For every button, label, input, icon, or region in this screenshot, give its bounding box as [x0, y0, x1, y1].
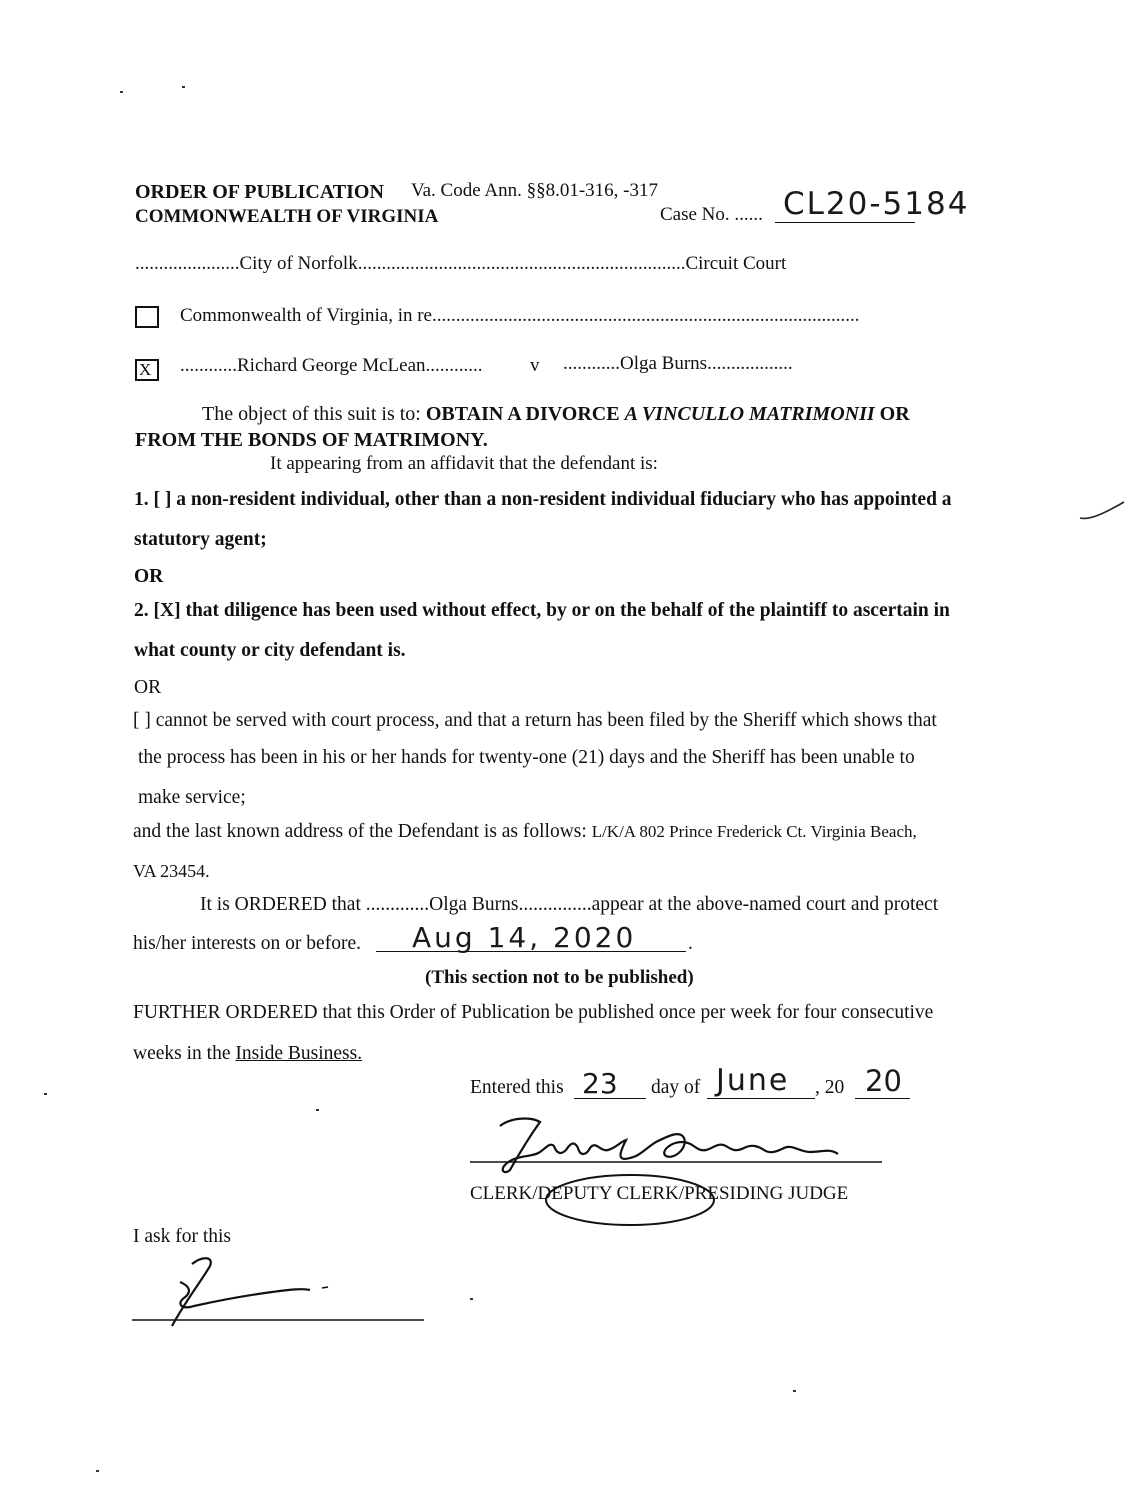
scan-speck — [793, 1390, 796, 1392]
ground-1-line2: statutory agent; — [134, 529, 267, 550]
commonwealth-checkbox[interactable] — [135, 306, 159, 328]
object-bonds-line: FROM THE BONDS OF MATRIMONY. — [135, 429, 488, 451]
defendant-name: ............Olga Burns.................. — [563, 353, 793, 374]
object-or: OR — [879, 403, 910, 425]
case-number-label: Case No. ...... — [660, 204, 763, 225]
ground-3-line1: [ ] cannot be served with court process, and that a return has been filed by the Sheriff which shows that — [133, 710, 937, 731]
address-lead: and the last known address of the Defendant is as follows: — [133, 821, 587, 842]
commonwealth-heading: COMMONWEALTH OF VIRGINIA — [135, 206, 439, 227]
margin-pen-mark — [1078, 498, 1128, 526]
scan-speck — [182, 86, 185, 88]
entered-month: June — [716, 1063, 790, 1098]
object-lead: The object of this suit is to: — [202, 403, 421, 425]
entered-year-underline — [855, 1098, 910, 1099]
case-number-underline — [775, 222, 915, 223]
deadline-underline — [376, 951, 686, 952]
object-bold-divorce: OBTAIN A DIVORCE — [425, 403, 620, 425]
address-line2: VA 23454. — [133, 861, 210, 881]
further-ordered-line2 — [133, 1043, 362, 1065]
ground-2-line1: 2. [X] that diligence has been used without effect, by or on the behalf of the plaintiff to ascertain in — [134, 600, 950, 621]
further-ordered-line1: FURTHER ORDERED that this Order of Publication be published once per week for four consecutive — [133, 1002, 934, 1023]
entered-year: 20 — [865, 1064, 902, 1098]
entered-year-prefix: , 20 — [815, 1077, 845, 1098]
order-line2-lead: his/her interests on or before. — [133, 933, 361, 954]
object-italic-latin: A VINCULLO MATRIMONII — [624, 403, 875, 425]
court-line: ......................City of Norfolk.....................................................................Circuit Court — [135, 253, 787, 274]
order-line1: It is ORDERED that .............Olga Burns...............appear at the above-named court and protect — [200, 894, 939, 915]
clerk-signature — [470, 1112, 890, 1176]
entered-day-underline — [574, 1098, 646, 1099]
requester-signature — [132, 1250, 432, 1334]
deadline-date: Aug 14, 2020 — [412, 921, 637, 954]
scan-speck — [316, 1109, 319, 1111]
scan-speck — [96, 1470, 99, 1472]
code-reference: Va. Code Ann. §§8.01-316, -317 — [411, 180, 658, 201]
address-line — [133, 821, 917, 843]
or-separator-2: OR — [134, 677, 162, 698]
address-value: L/K/A 802 Prince Frederick Ct. Virginia Beach, — [591, 822, 917, 841]
deputy-clerk-circle — [540, 1170, 720, 1232]
versus-label: v — [530, 355, 540, 376]
document-title: ORDER OF PUBLICATION — [135, 181, 384, 203]
entered-day-of: day of — [651, 1077, 701, 1098]
plaintiff-name: ............Richard George McLean............ — [180, 355, 483, 376]
entered-day: 23 — [582, 1067, 618, 1100]
parties-checkbox[interactable] — [135, 359, 159, 381]
object-line — [202, 403, 910, 426]
ground-3-line3: make service; — [138, 787, 246, 808]
commonwealth-option-text: Commonwealth of Virginia, in re.......................................................................................... — [180, 305, 860, 326]
ground-2-line2: what county or city defendant is. — [134, 640, 406, 661]
checkbox-x-mark: X — [139, 360, 152, 379]
request-label: I ask for this — [133, 1226, 232, 1247]
ground-1-line1: 1. [ ] a non-resident individual, other than a non-resident individual fiduciary who has appointed a — [134, 489, 952, 510]
case-number-value: CL20-5184 — [783, 186, 970, 222]
signature-roles: CLERK/DEPUTY CLERK/PRESIDING JUDGE — [470, 1183, 849, 1204]
further-lead: weeks in the — [133, 1043, 231, 1064]
not-published-note: (This section not to be published) — [425, 967, 694, 988]
scan-speck — [44, 1093, 47, 1095]
order-line2-end: . — [688, 933, 693, 954]
entered-lead: Entered this — [470, 1077, 564, 1098]
ground-3-line2: the process has been in his or her hands for twenty-one (21) days and the Sheriff has been unable to — [138, 747, 915, 768]
scan-speck — [120, 91, 123, 93]
affidavit-line: It appearing from an affidavit that the defendant is: — [270, 453, 658, 474]
scan-speck — [470, 1298, 473, 1300]
publication-name: Inside Business. — [235, 1043, 363, 1064]
entered-month-underline — [707, 1098, 815, 1099]
or-separator-1: OR — [134, 566, 164, 587]
